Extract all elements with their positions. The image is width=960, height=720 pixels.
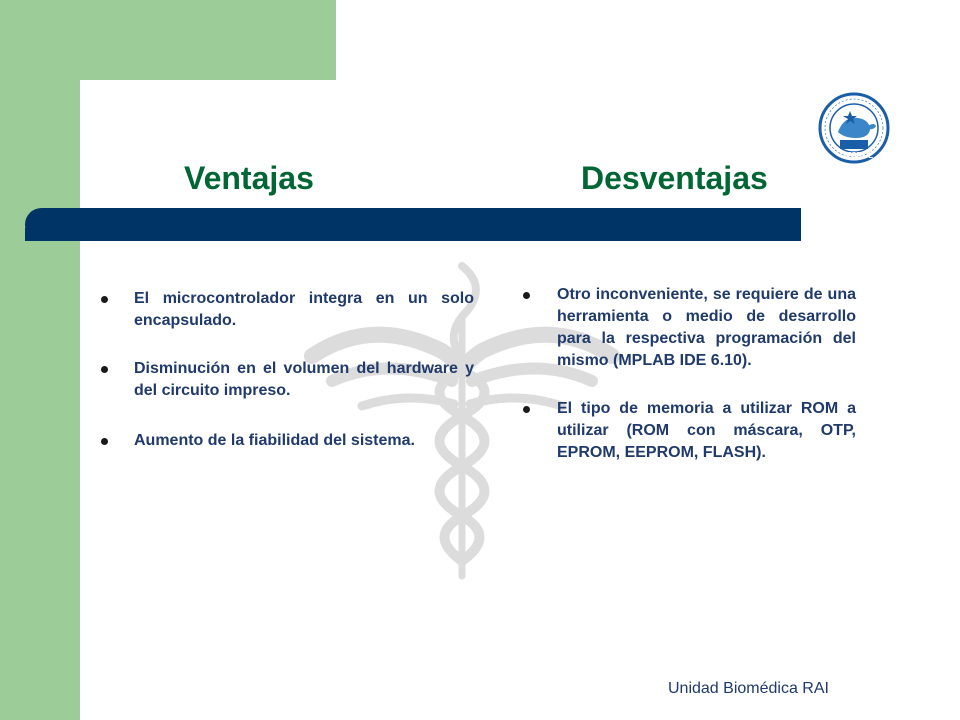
list-item xyxy=(520,284,856,372)
heading-ventajas: Ventajas xyxy=(184,160,314,196)
title-divider-bar-tail xyxy=(25,228,65,241)
logo-text: ESPOL xyxy=(846,151,874,160)
content-area-corner xyxy=(80,80,160,160)
list-item-text: Aumento de la fiabilidad del sistema. xyxy=(134,432,415,449)
bullet-icon xyxy=(101,438,108,445)
green-side-band xyxy=(0,0,80,720)
bullet-icon xyxy=(523,406,530,413)
list-item-text: El tipo de memoria a utilizar ROM a utilizar (ROM con máscara, OTP, EPROM, EEPROM, FLASH). xyxy=(557,400,856,461)
list-item-text: Disminución en el volumen del hardware y del circuito impreso. xyxy=(134,360,474,399)
list-item-text: Otro inconveniente, se requiere de una herramienta o medio de desarrollo para la respectiva programación del mismo (MPLAB IDE 6.10). xyxy=(557,286,856,369)
bullet-icon xyxy=(523,292,530,299)
list-item xyxy=(520,398,856,464)
title-divider-bar xyxy=(25,208,801,241)
list-item xyxy=(98,288,474,332)
bullet-icon xyxy=(101,296,108,303)
list-item xyxy=(98,430,474,452)
heading-desventajas: Desventajas xyxy=(581,160,768,196)
green-top-band xyxy=(0,0,336,80)
bullet-icon xyxy=(101,366,108,373)
list-item xyxy=(98,358,474,402)
footer-text: Unidad Biomédica RAI xyxy=(668,680,829,697)
list-item-text: El microcontrolador integra en un solo encapsulado. xyxy=(134,290,474,329)
desventajas-list xyxy=(520,284,856,464)
ventajas-list xyxy=(98,288,474,452)
